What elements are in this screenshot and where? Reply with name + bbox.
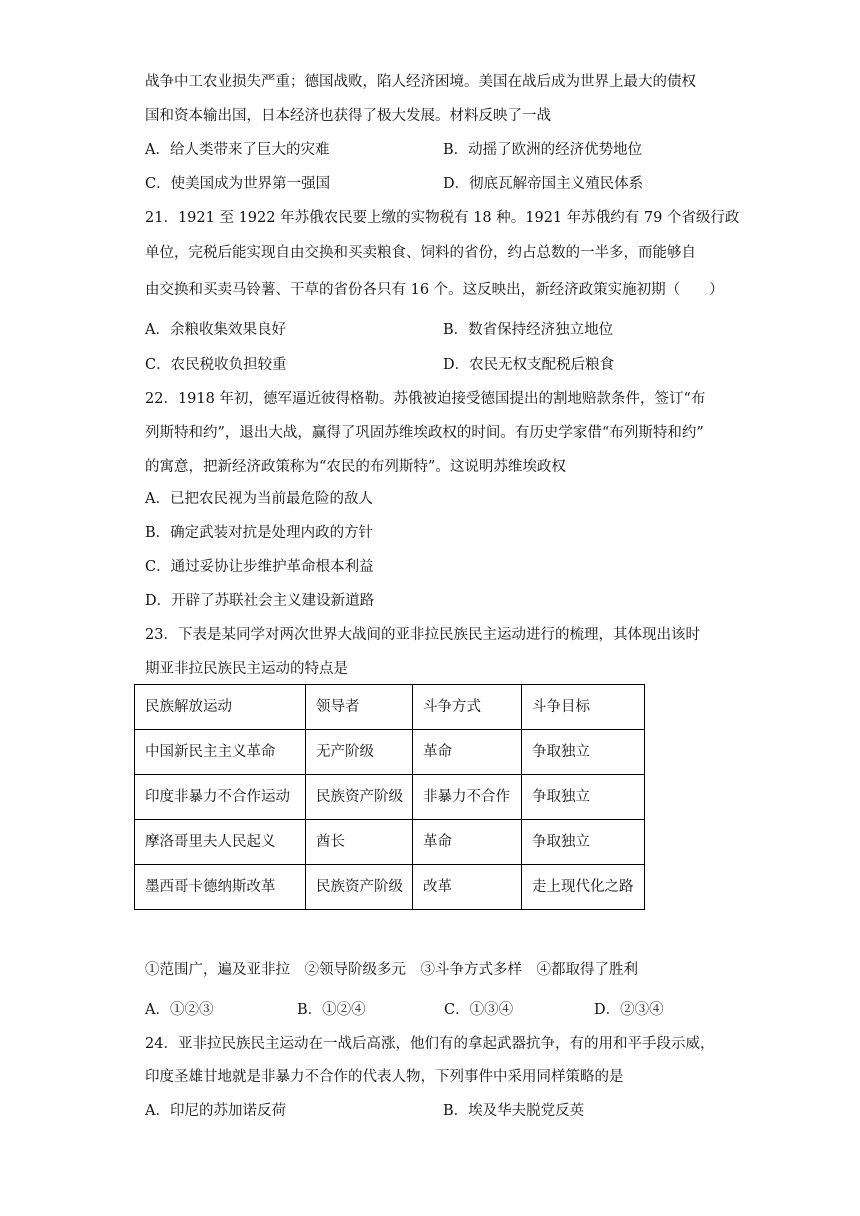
q24-option-b[interactable]: B．埃及华夫脱党反英 xyxy=(443,1103,585,1119)
table-cell: 摩洛哥里夫人民起义 xyxy=(135,820,306,865)
q22-option-c[interactable]: C．通过妥协让步维护革命根本利益 xyxy=(145,559,374,575)
q21-option-d[interactable]: D．农民无权支配税后粮食 xyxy=(443,357,615,373)
q20-option-b[interactable]: B．动摇了欧洲的经济优势地位 xyxy=(443,142,643,158)
table-cell: 争取独立 xyxy=(522,775,645,820)
q22-line-1: 22．1918 年初，德军逼近彼得格勒。苏俄被迫接受德国提出的割地赔款条件，签订“布 xyxy=(145,391,706,407)
table-cell: 酋长 xyxy=(306,820,413,865)
table-cell: 革命 xyxy=(413,730,522,775)
q24-line-2: 印度圣雄甘地就是非暴力不合作的代表人物，下列事件中采用同样策略的是 xyxy=(145,1069,624,1085)
table-cell: 印度非暴力不合作运动 xyxy=(135,775,306,820)
table-cell: 民族资产阶级 xyxy=(306,775,413,820)
q23-option-a[interactable]: A．①②③ xyxy=(145,1002,214,1018)
q23-line-2: 期亚非拉民族民主运动的特点是 xyxy=(145,661,348,677)
q20-option-c[interactable]: C．使美国成为世界第一强国 xyxy=(145,176,331,192)
table-cell: 非暴力不合作 xyxy=(413,775,522,820)
q21-line-3: 由交换和买卖马铃薯、干草的省份各只有 16 个。这反映出，新经济政策实施初期（ ） xyxy=(145,282,724,298)
q24-line-1: 24．亚非拉民族民主运动在一战后高涨，他们有的拿起武器抗争，有的用和平手段示威， xyxy=(145,1036,715,1052)
table-cell: 无产阶级 xyxy=(306,730,413,775)
table-row xyxy=(135,865,645,910)
q23-option-d[interactable]: D．②③④ xyxy=(594,1002,664,1018)
q22-line-2: 列斯特和约”，退出大战，赢得了巩固苏维埃政权的时间。有历史学家借“布列斯特和约” xyxy=(145,425,704,441)
q20-option-d[interactable]: D．彻底瓦解帝国主义殖民体系 xyxy=(443,176,644,192)
q23-option-c[interactable]: C．①③④ xyxy=(444,1002,514,1018)
q21-option-a[interactable]: A．余粮收集效果良好 xyxy=(145,322,286,338)
table-cell: 革命 xyxy=(413,820,522,865)
q22-option-b[interactable]: B．确定武装对抗是处理内政的方针 xyxy=(145,525,374,541)
table-cell: 斗争目标 xyxy=(522,685,645,730)
table-cell: 墨西哥卡德纳斯改革 xyxy=(135,865,306,910)
q23-line-1: 23．下表是某同学对两次世界大战间的亚非拉民族民主运动进行的梳理，其体现出该时 xyxy=(145,627,700,643)
q22-option-d[interactable]: D．开辟了苏联社会主义建设新道路 xyxy=(145,593,375,609)
q23-statements: ①范围广，遍及亚非拉 ②领导阶级多元 ③斗争方式多样 ④都取得了胜利 xyxy=(145,962,638,978)
q22-line-3: 的寓意，把新经济政策称为“农民的布列斯特”。这说明苏维埃政权 xyxy=(145,459,566,475)
table-row xyxy=(135,730,645,775)
table-cell: 走上现代化之路 xyxy=(522,865,645,910)
table-cell: 民族资产阶级 xyxy=(306,865,413,910)
q21-option-b[interactable]: B．数省保持经济独立地位 xyxy=(443,322,614,338)
table-row xyxy=(135,820,645,865)
table-cell: 争取独立 xyxy=(522,820,645,865)
q20-option-a[interactable]: A．给人类带来了巨大的灾难 xyxy=(145,142,330,158)
q22-option-a[interactable]: A．已把农民视为当前最危险的敌人 xyxy=(145,491,373,507)
table-cell: 斗争方式 xyxy=(413,685,522,730)
q21-option-c[interactable]: C．农民税收负担较重 xyxy=(145,357,287,373)
q23-option-b[interactable]: B．①②④ xyxy=(297,1002,366,1018)
q20-line-2: 国和资本输出国，日本经济也获得了极大发展。材料反映了一战 xyxy=(145,108,551,124)
table-cell: 领导者 xyxy=(306,685,413,730)
q20-line-1: 战争中工农业损失严重；德国战败，陷人经济困境。美国在战后成为世界上最大的债权 xyxy=(145,74,696,90)
q21-line-1: 21．1921 至 1922 年苏俄农民要上缴的实物税有 18 种。1921 年苏俄约有 79 个省级行政 xyxy=(145,210,740,226)
movements-table xyxy=(134,684,645,910)
table-cell: 民族解放运动 xyxy=(135,685,306,730)
q21-line-2: 单位，完税后能实现自由交换和买卖粮食、饲料的省份，约占总数的一半多，而能够自 xyxy=(145,245,696,261)
q24-option-a[interactable]: A．印尼的苏加诺反荷 xyxy=(145,1103,286,1119)
table-header-row xyxy=(135,685,645,730)
table-cell: 中国新民主主义革命 xyxy=(135,730,306,775)
table-row xyxy=(135,775,645,820)
table-cell: 争取独立 xyxy=(522,730,645,775)
table-cell: 改革 xyxy=(413,865,522,910)
